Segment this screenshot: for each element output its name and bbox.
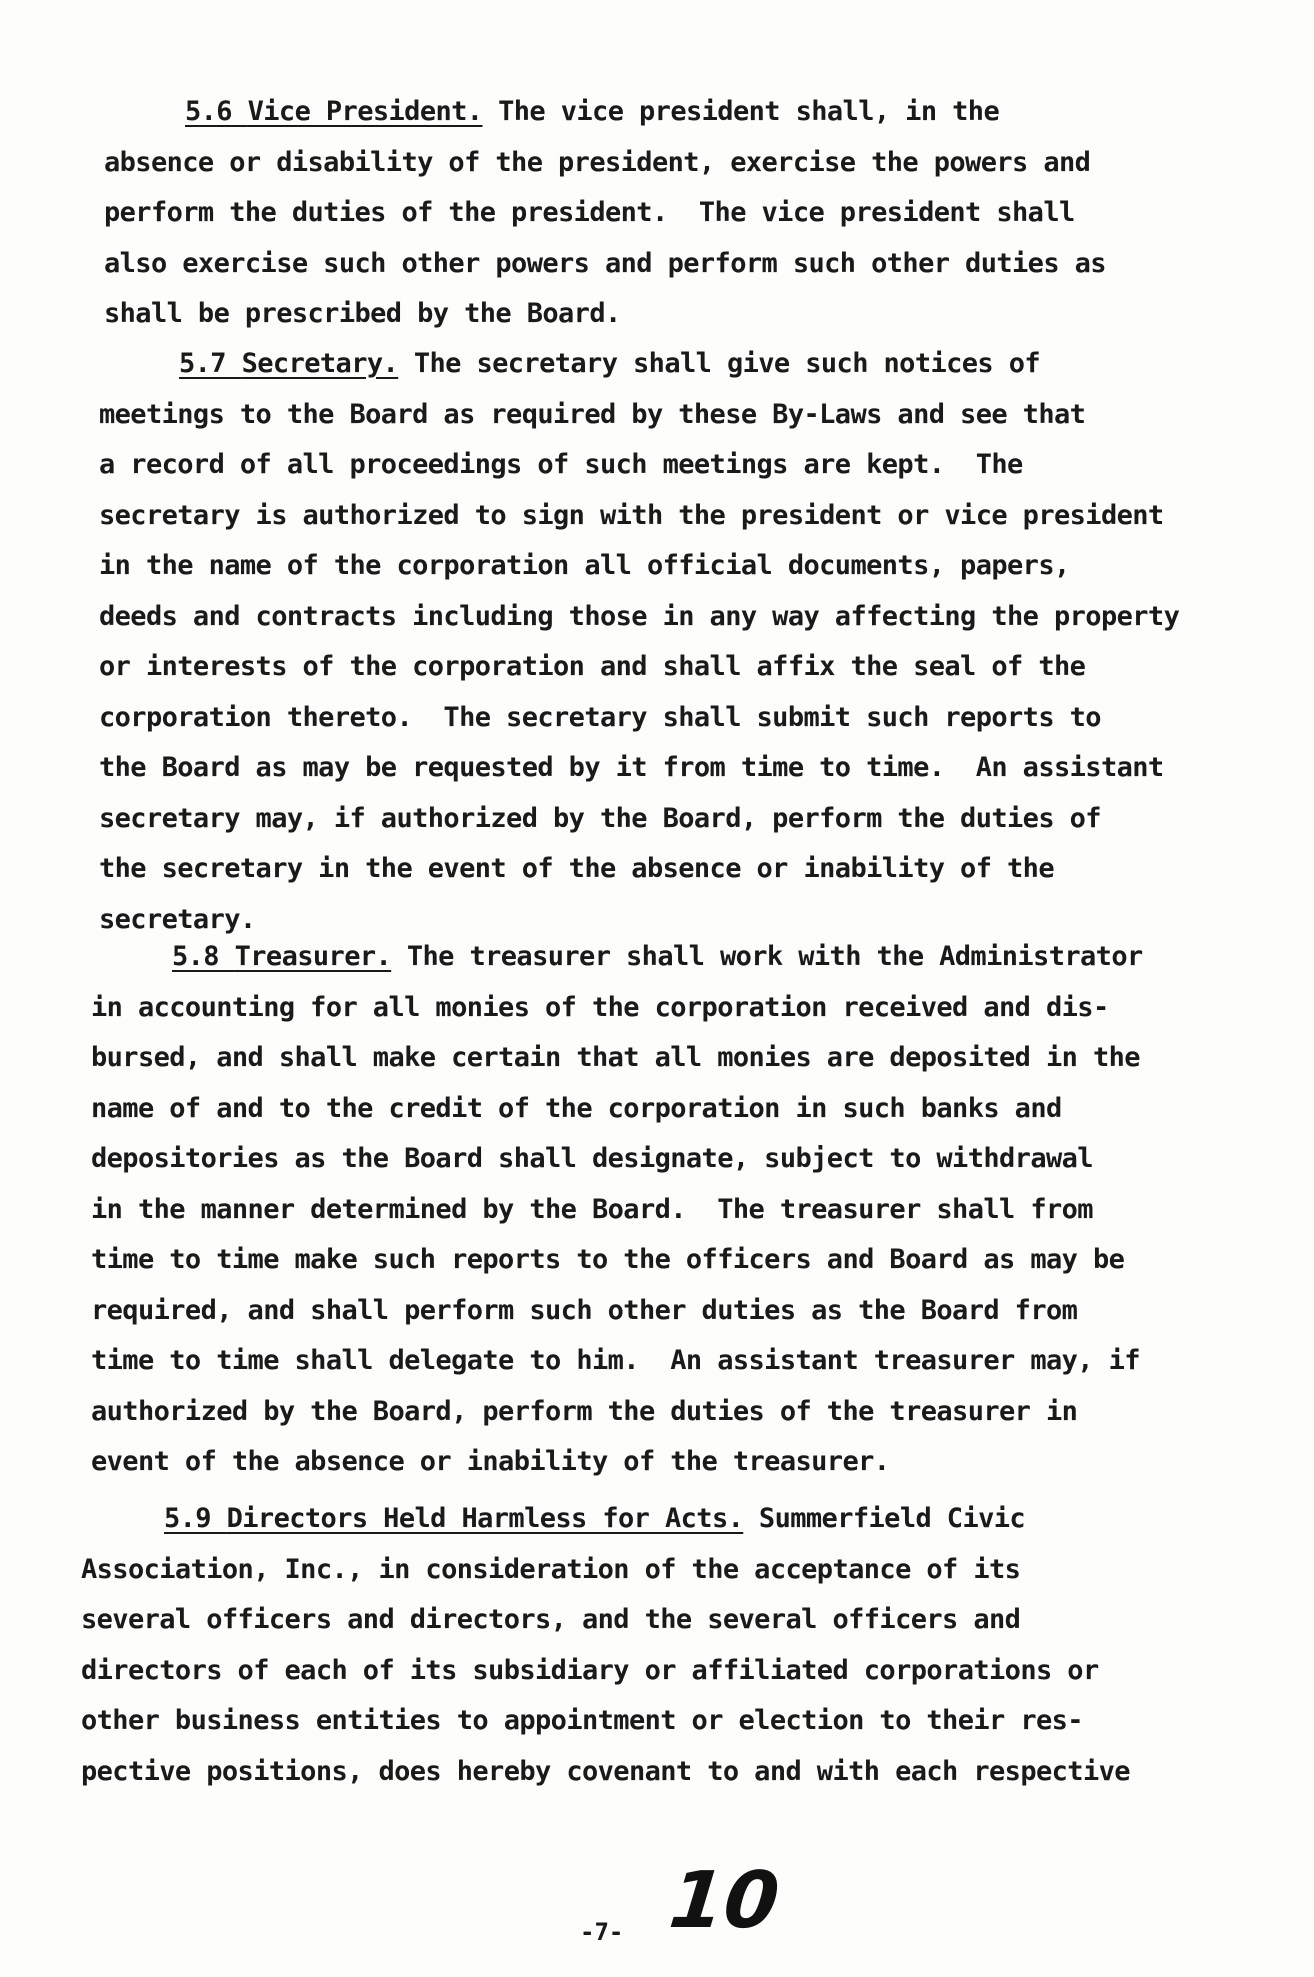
- text-line: Association, Inc., in consideration of the acceptance of its: [81, 1553, 1021, 1585]
- section-heading: [185, 96, 482, 127]
- text-line: in the manner determined by the Board. The treasurer shall from: [91, 1193, 1093, 1225]
- section-title: Secretary.: [241, 348, 399, 379]
- text-line: also exercise such other powers and perform such other duties as: [104, 247, 1106, 279]
- section-heading: [164, 1503, 743, 1534]
- text-line: meetings to the Board as required by these By-Laws and see that: [99, 398, 1086, 430]
- section-first-line: [0, 87, 1314, 138]
- section-number: 5.8: [172, 941, 219, 972]
- text-line: absence or disability of the president, exercise the powers and: [104, 146, 1091, 178]
- text-line: depositories as the Board shall designate, subject to withdrawal: [91, 1143, 1093, 1174]
- text-line: deeds and contracts including those in any way affecting the property: [99, 600, 1180, 632]
- section-number: 5.7: [179, 348, 226, 379]
- text-line: secretary may, if authorized by the Board, perform the duties of: [99, 802, 1101, 834]
- page-number: -7-: [580, 1918, 624, 1946]
- section-first-line: [0, 339, 1314, 390]
- text-line: secretary.: [99, 903, 256, 935]
- section-5-6-vice-president: [0, 87, 1314, 340]
- text-line: other business entities to appointment or election to their res-: [81, 1705, 1083, 1736]
- text-line: a record of all proceedings of such meetings are kept. The: [99, 449, 1023, 480]
- handwritten-page-number: 10: [665, 1856, 784, 1946]
- text-line: or interests of the corporation and shall affix the seal of the: [99, 651, 1086, 682]
- text-line: pective positions, does hereby covenant to and with each respective: [81, 1755, 1130, 1787]
- text-line: time to time shall delegate to him. An assistant treasurer may, if: [91, 1345, 1140, 1376]
- text-line: event of the absence or inability of the treasurer.: [91, 1446, 890, 1477]
- text-line: corporation thereto. The secretary shall submit such reports to: [99, 701, 1101, 733]
- text-line: required, and shall perform such other duties as the Board from: [91, 1294, 1078, 1326]
- section-number: 5.9: [164, 1503, 211, 1534]
- text-line: several officers and directors, and the several officers and: [81, 1604, 1021, 1635]
- section-first-line: [0, 1494, 1314, 1545]
- text-line: directors of each of its subsidiary or affiliated corporations or: [81, 1654, 1099, 1686]
- section-5-8-treasurer: [0, 932, 1314, 1488]
- text-line: the Board as may be requested by it from time to time. An assistant: [99, 752, 1164, 783]
- text-line: The vice president shall, in the: [482, 96, 1000, 127]
- text-line: The secretary shall give such notices of: [398, 348, 1041, 379]
- section-5-7-secretary: [0, 339, 1314, 945]
- section-heading: [172, 941, 391, 972]
- text-line: secretary is authorized to sign with the president or vice president: [99, 499, 1164, 531]
- section-title: Vice President.: [247, 96, 483, 127]
- section-first-line: [0, 932, 1314, 983]
- section-number: 5.6: [185, 96, 232, 127]
- text-line: The treasurer shall work with the Administrator: [391, 941, 1143, 972]
- text-line: the secretary in the event of the absence or inability of the: [99, 853, 1054, 884]
- text-line: in the name of the corporation all official documents, papers,: [99, 550, 1070, 581]
- text-line: Summerfield Civic: [743, 1503, 1026, 1534]
- text-line: shall be prescribed by the Board.: [104, 298, 621, 329]
- text-line: authorized by the Board, perform the duties of the treasurer in: [91, 1395, 1078, 1427]
- text-line: time to time make such reports to the officers and Board as may be: [91, 1244, 1125, 1275]
- section-title: Directors Held Harmless for Acts.: [226, 1503, 744, 1534]
- section-5-9-directors-held-harmless: [0, 1494, 1314, 1797]
- text-line: in accounting for all monies of the corporation received and dis-: [91, 991, 1109, 1023]
- section-heading: [179, 348, 398, 379]
- text-line: name of and to the credit of the corporation in such banks and: [91, 1092, 1062, 1124]
- text-line: perform the duties of the president. The vice president shall: [104, 197, 1075, 228]
- section-title: Treasurer.: [234, 941, 392, 972]
- text-line: bursed, and shall make certain that all monies are deposited in the: [91, 1042, 1140, 1073]
